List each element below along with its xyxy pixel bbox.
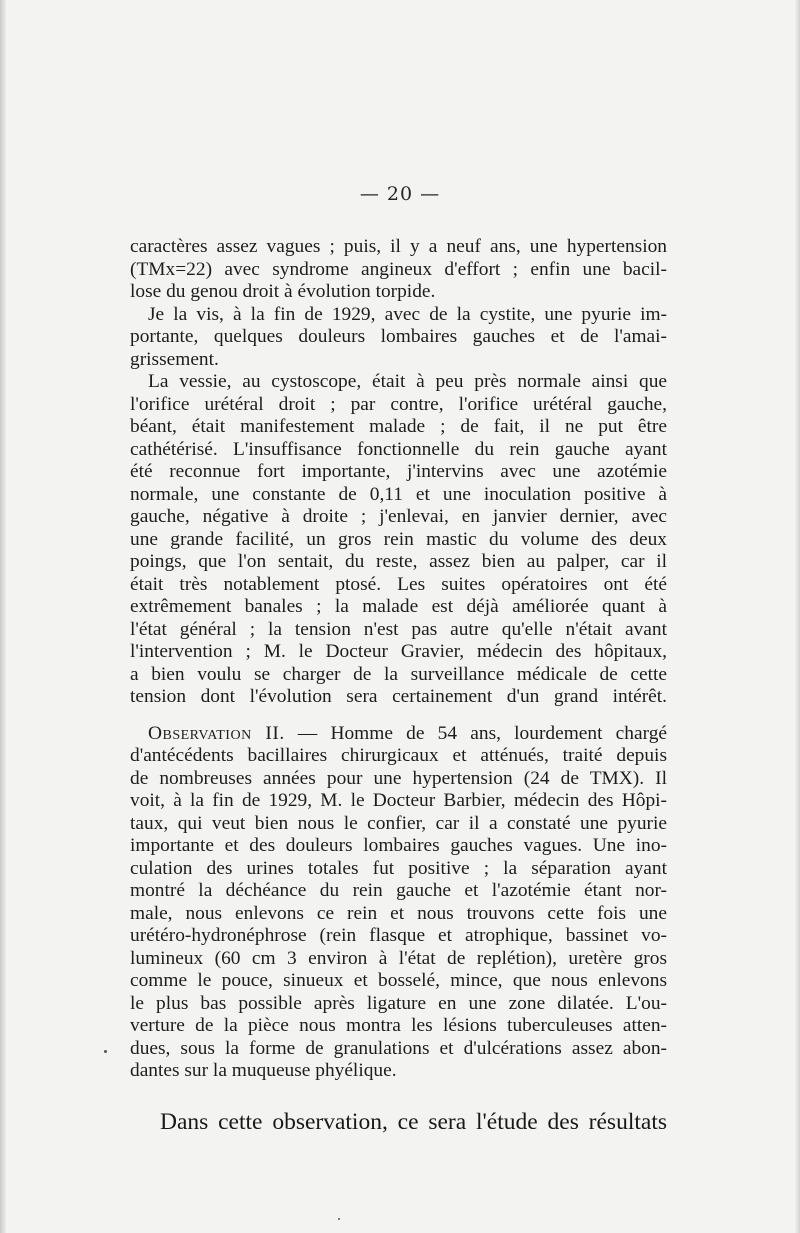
text-line: a bien voulu se charger de la surveillance médicale de cette <box>130 663 667 685</box>
observation-label: Observation II. <box>148 722 285 744</box>
text-line: était très notablement ptosé. Les suites opératoires ont été <box>130 573 667 595</box>
text-line: portante, quelques douleurs lombaires gauches et de l'amai- <box>130 326 667 347</box>
text-line: tension dont l'évolution sera certainement d'un grand intérêt. <box>130 686 667 707</box>
text-line: normale, une constante de 0,11 et une inoculation positive à <box>130 483 667 505</box>
text-line: Je la vis, à la fin de 1929, avec de la cystite, une pyurie im- <box>148 303 667 325</box>
text-line: extrêmement banales ; la malade est déjà améliorée quant à <box>130 596 667 617</box>
text-line: grissement. <box>130 348 219 370</box>
text-line: l'orifice urétéral droit ; par contre, l'orifice urétéral gauche, <box>130 393 667 415</box>
text-line: une grande facilité, un gros rein mastic du volume des deux <box>130 528 667 550</box>
text-line: montré la déchéance du rein gauche et l'azotémie étant nor- <box>130 880 667 901</box>
text-line: male, nous enlevons ce rein et nous trouvons cette fois une <box>130 902 667 924</box>
text-line: le plus bas possible après ligature en une zone dilatée. L'ou- <box>130 992 667 1014</box>
text-line: (TMx=22) avec syndrome angineux d'effort ; enfin une bacil- <box>130 258 667 280</box>
text-line: La vessie, au cystoscope, était à peu près normale ainsi que <box>148 371 667 392</box>
text-line: de nombreuses années pour une hypertension (24 de TMX). Il <box>130 767 667 789</box>
paragraph-gap <box>130 709 667 723</box>
text-line: gauche, négative à droite ; j'enlevai, en janvier dernier, avec <box>130 506 667 527</box>
text-line: comme le pouce, sinueux et bosselé, mince, que nous enlevons <box>130 970 667 991</box>
ink-speck <box>104 1050 107 1053</box>
text-line: été reconnue fort importante, j'intervins avec une azotémie <box>130 461 667 482</box>
text-line: taux, qui veut bien nous le confier, car il a constaté une pyurie <box>130 812 667 834</box>
text-line: caractères assez vagues ; puis, il y a neuf ans, une hypertension <box>130 236 667 257</box>
text-line: d'antécédents bacillaires chirurgicaux et atténués, traité depuis <box>130 745 667 766</box>
text-line: dantes sur la muqueuse phyélique. <box>130 1060 397 1081</box>
closing-line: Dans cette observation, ce sera l'étude des résultats <box>160 1109 667 1135</box>
page-number: — 20 — <box>359 183 441 205</box>
text-line: importante et des douleurs lombaires gauches vagues. Une ino- <box>130 835 667 856</box>
observation-heading-line <box>130 723 667 746</box>
text-line: cathétérisé. L'insuffisance fonctionnelle du rein gauche ayant <box>130 438 667 460</box>
text-line: urétéro-hydronéphrose (rein flasque et atrophique, bassinet vo- <box>130 925 667 946</box>
text-line: lose du genou droit à évolution torpide. <box>130 281 436 302</box>
text-line: voit, à la fin de 1929, M. le Docteur Barbier, médecin des Hôpi- <box>130 790 667 811</box>
ink-speck <box>338 1218 340 1220</box>
text-line: l'intervention ; M. le Docteur Gravier, médecin des hôpitaux, <box>130 641 667 662</box>
text-line: verture de la pièce nous montra les lésions tuberculeuses atten- <box>130 1015 667 1036</box>
text-line: poings, que l'on sentait, du reste, assez bien au palper, car il <box>130 551 667 572</box>
text-line: lumineux (60 cm 3 environ à l'état de replétion), uretère gros <box>130 947 667 969</box>
observation-first-line: — Homme de 54 ans, lourdement chargé <box>297 722 667 744</box>
text-line: béant, était manifestement malade ; de fait, il ne put être <box>130 416 667 437</box>
text-line: culation des urines totales fut positive ; la séparation ayant <box>130 857 667 879</box>
text-line: dues, sous la forme de granulations et d'ulcérations assez abon- <box>130 1037 667 1059</box>
text-line: l'état général ; la tension n'est pas autre qu'elle n'était avant <box>130 618 667 640</box>
body-text <box>130 236 667 1083</box>
